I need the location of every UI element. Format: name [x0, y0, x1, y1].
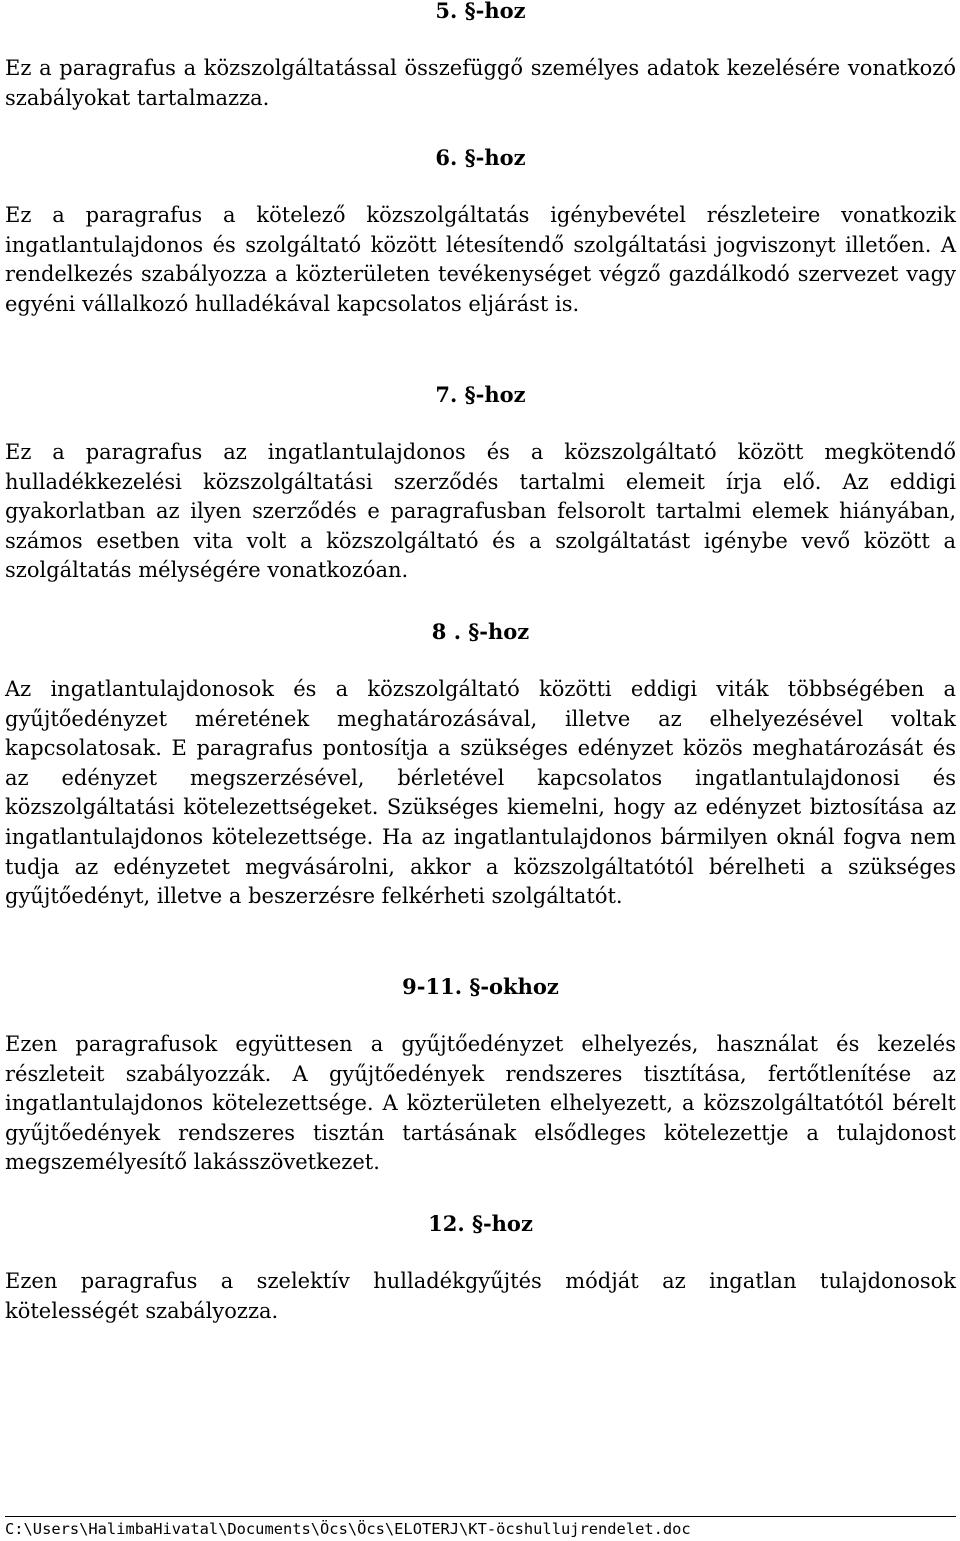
section-heading: 8 . §-hoz: [431, 619, 530, 644]
section-paragraph: Ez a paragrafus a kötelező közszolgáltatás igénybevétel részleteire vonatkozik ingatlantulajdonos és szolgáltató között létesítendő szolgáltatási jogviszonyt illetően. A rendelkezés szabályozza a közterületen tevékenységet végző gazdálkodó szervezet vagy egyéni vállalkozó hulladékával kapcsolatos eljárást is.: [5, 203, 956, 316]
section-7: [5, 380, 956, 586]
section-heading: 5. §-hoz: [435, 0, 526, 23]
section-paragraph: Ezen paragrafus a szelektív hulladékgyűjtés módját az ingatlan tulajdonosok kötelességét szabályozza.: [5, 1269, 956, 1323]
section-12: [5, 1209, 956, 1326]
section-9-11: [5, 972, 956, 1178]
section-8: [5, 617, 956, 912]
section-paragraph: Ez a paragrafus az ingatlantulajdonos és a közszolgáltató között megkötendő hulladékkezelési közszolgáltatási szerződés tartalmi elemeit írja elő. Az eddigi gyakorlatban az ilyen szerződés e paragrafusban felsorolt tartalmi elemek hiányában, számos esetben vita volt a közszolgáltató és a szolgáltatást igénybe vevő között a szolgáltatás mélységére vonatkozóan.: [5, 440, 956, 583]
footer-file-path: C:\Users\HalimbaHivatal\Documents\Öcs\Öcs\ELOTERJ\KT-öcshullujrendelet.doc: [5, 1516, 956, 1539]
section-paragraph: Ezen paragrafusok együttesen a gyűjtőedényzet elhelyezés, használat és kezelés részleteit szabályozzák. A gyűjtőedények rendszeres tisztítása, fertőtlenítése az ingatlantulajdonos kötelezettsége. A közterületen elhelyezett, a közszolgáltatótól bérelt gyűjtőedények rendszeres tisztán tartásának elsődleges kötelezettje a tulajdonost megszemélyesítő lakásszövetkezet.: [5, 1032, 956, 1175]
section-paragraph: Az ingatlantulajdonosok és a közszolgáltató közötti eddigi viták többségében a gyűjtőedényzet méretének meghatározásával, illetve az elhelyezésével voltak kapcsolatosak. E paragrafus pontosítja a szükséges edényzet közös meghatározását és az edényzet megszerzésével, bérletével kapcsolatos ingatlantulajdonosi és közszolgáltatási kötelezettségeket. Szükséges kiemelni, hogy az edényzet biztosítása az ingatlantulajdonos kötelezettsége. Ha az ingatlantulajdonos bármilyen oknál fogva nem tudja az edényzetet megvásárolni, akkor a közszolgáltatótól bérelheti a szükséges gyűjtőedényt, illetve a beszerzésre felkérheti szolgáltatót.: [5, 677, 956, 909]
section-5: [5, 0, 956, 113]
section-6: [5, 143, 956, 319]
section-heading: 7. §-hoz: [435, 382, 526, 407]
section-heading: 6. §-hoz: [435, 145, 526, 170]
section-paragraph: Ez a paragrafus a közszolgáltatással összefüggő személyes adatok kezelésére vonatkozó szabályokat tartalmazza.: [5, 56, 956, 110]
section-heading: 9-11. §-okhoz: [402, 974, 559, 999]
section-heading: 12. §-hoz: [428, 1211, 533, 1236]
